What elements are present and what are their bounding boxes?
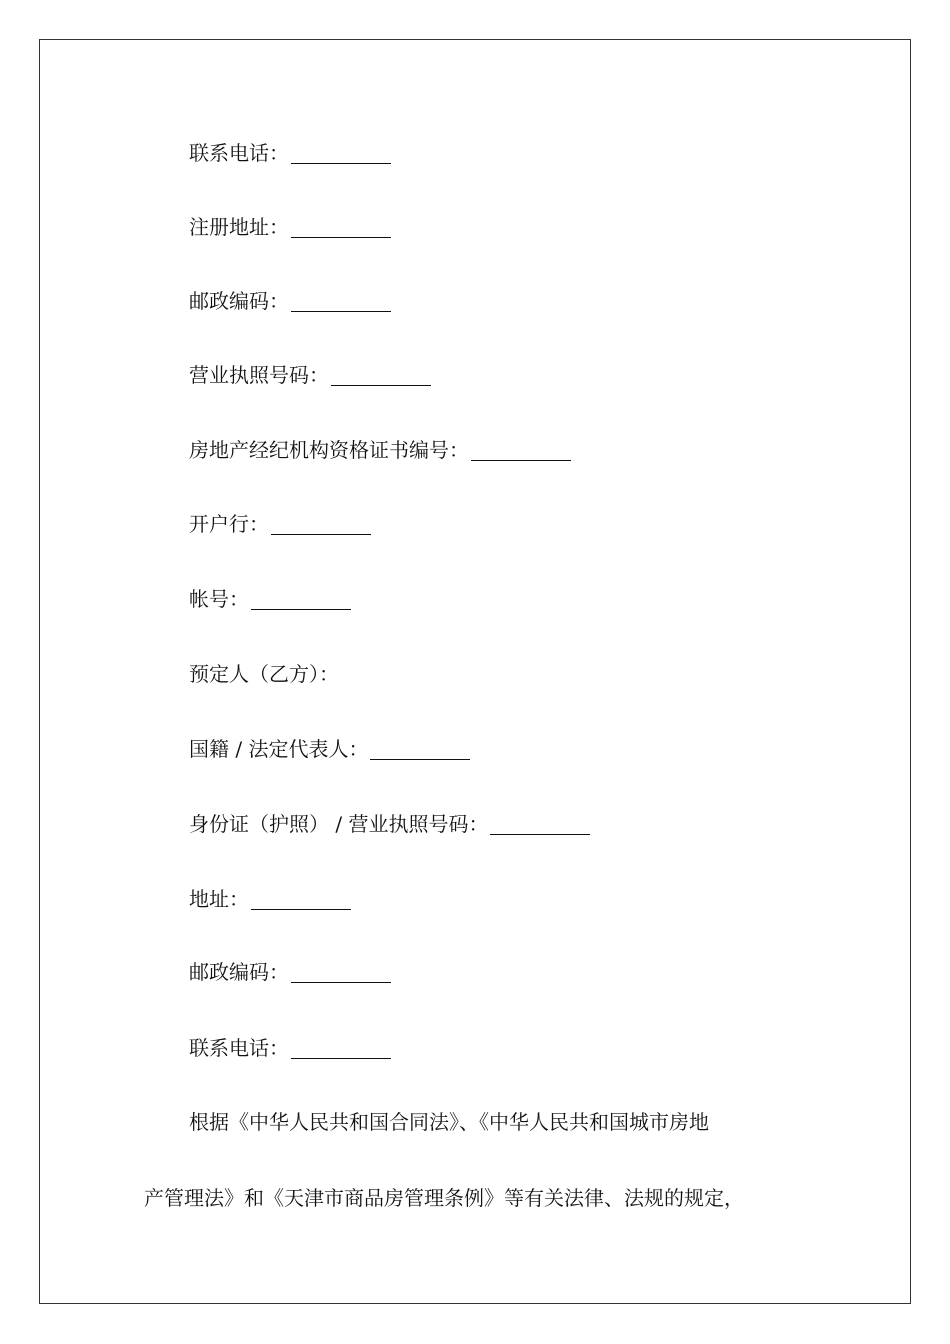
paragraph-line-2: 产管理法》和《天津市商品房管理条例》等有关法律、法规的规定， (144, 1186, 744, 1210)
contact-phone-blank-2[interactable] (291, 1040, 391, 1059)
agency-cert-line (189, 436, 571, 464)
agency-cert-blank[interactable] (471, 442, 571, 461)
postal-code-label-2: 邮政编码： (189, 960, 289, 984)
agency-cert-label: 房地产经纪机构资格证书编号： (189, 438, 469, 462)
nationality-rep-label: 国籍 / 法定代表人： (189, 737, 369, 761)
id-license-line (189, 810, 590, 838)
bank-blank[interactable] (271, 516, 371, 535)
nationality-rep-line (189, 735, 470, 763)
id-license-label: 身份证（护照） / 营业执照号码： (189, 812, 489, 836)
postal-code-line-1 (189, 287, 391, 315)
postal-code-blank-1[interactable] (291, 293, 391, 312)
bank-label: 开户行： (189, 512, 269, 536)
nationality-rep-blank[interactable] (370, 741, 470, 760)
account-label: 帐号： (189, 587, 249, 611)
address-label: 地址： (189, 887, 249, 911)
registered-address-label: 注册地址： (189, 215, 289, 239)
business-license-blank[interactable] (331, 367, 431, 386)
business-license-label: 营业执照号码： (189, 363, 329, 387)
party-b-label: 预定人（乙方）： (189, 662, 339, 686)
postal-code-line-2 (189, 958, 391, 986)
business-license-line (189, 361, 431, 389)
bank-line (189, 510, 371, 538)
contact-phone-blank-1[interactable] (291, 145, 391, 164)
account-blank[interactable] (251, 591, 351, 610)
postal-code-label-1: 邮政编码： (189, 289, 289, 313)
contact-phone-line-1 (189, 139, 391, 167)
registered-address-line (189, 213, 391, 241)
postal-code-blank-2[interactable] (291, 964, 391, 983)
contact-phone-line-2 (189, 1034, 391, 1062)
paragraph-line-1: 根据《中华人民共和国合同法》、《中华人民共和国城市房地 (189, 1110, 709, 1134)
party-b-line (189, 660, 339, 688)
address-line (189, 885, 351, 913)
registered-address-blank[interactable] (291, 219, 391, 238)
contact-phone-label-2: 联系电话： (189, 1036, 289, 1060)
address-blank[interactable] (251, 891, 351, 910)
id-license-blank[interactable] (490, 816, 590, 835)
account-line (189, 585, 351, 613)
contact-phone-label-1: 联系电话： (189, 141, 289, 165)
